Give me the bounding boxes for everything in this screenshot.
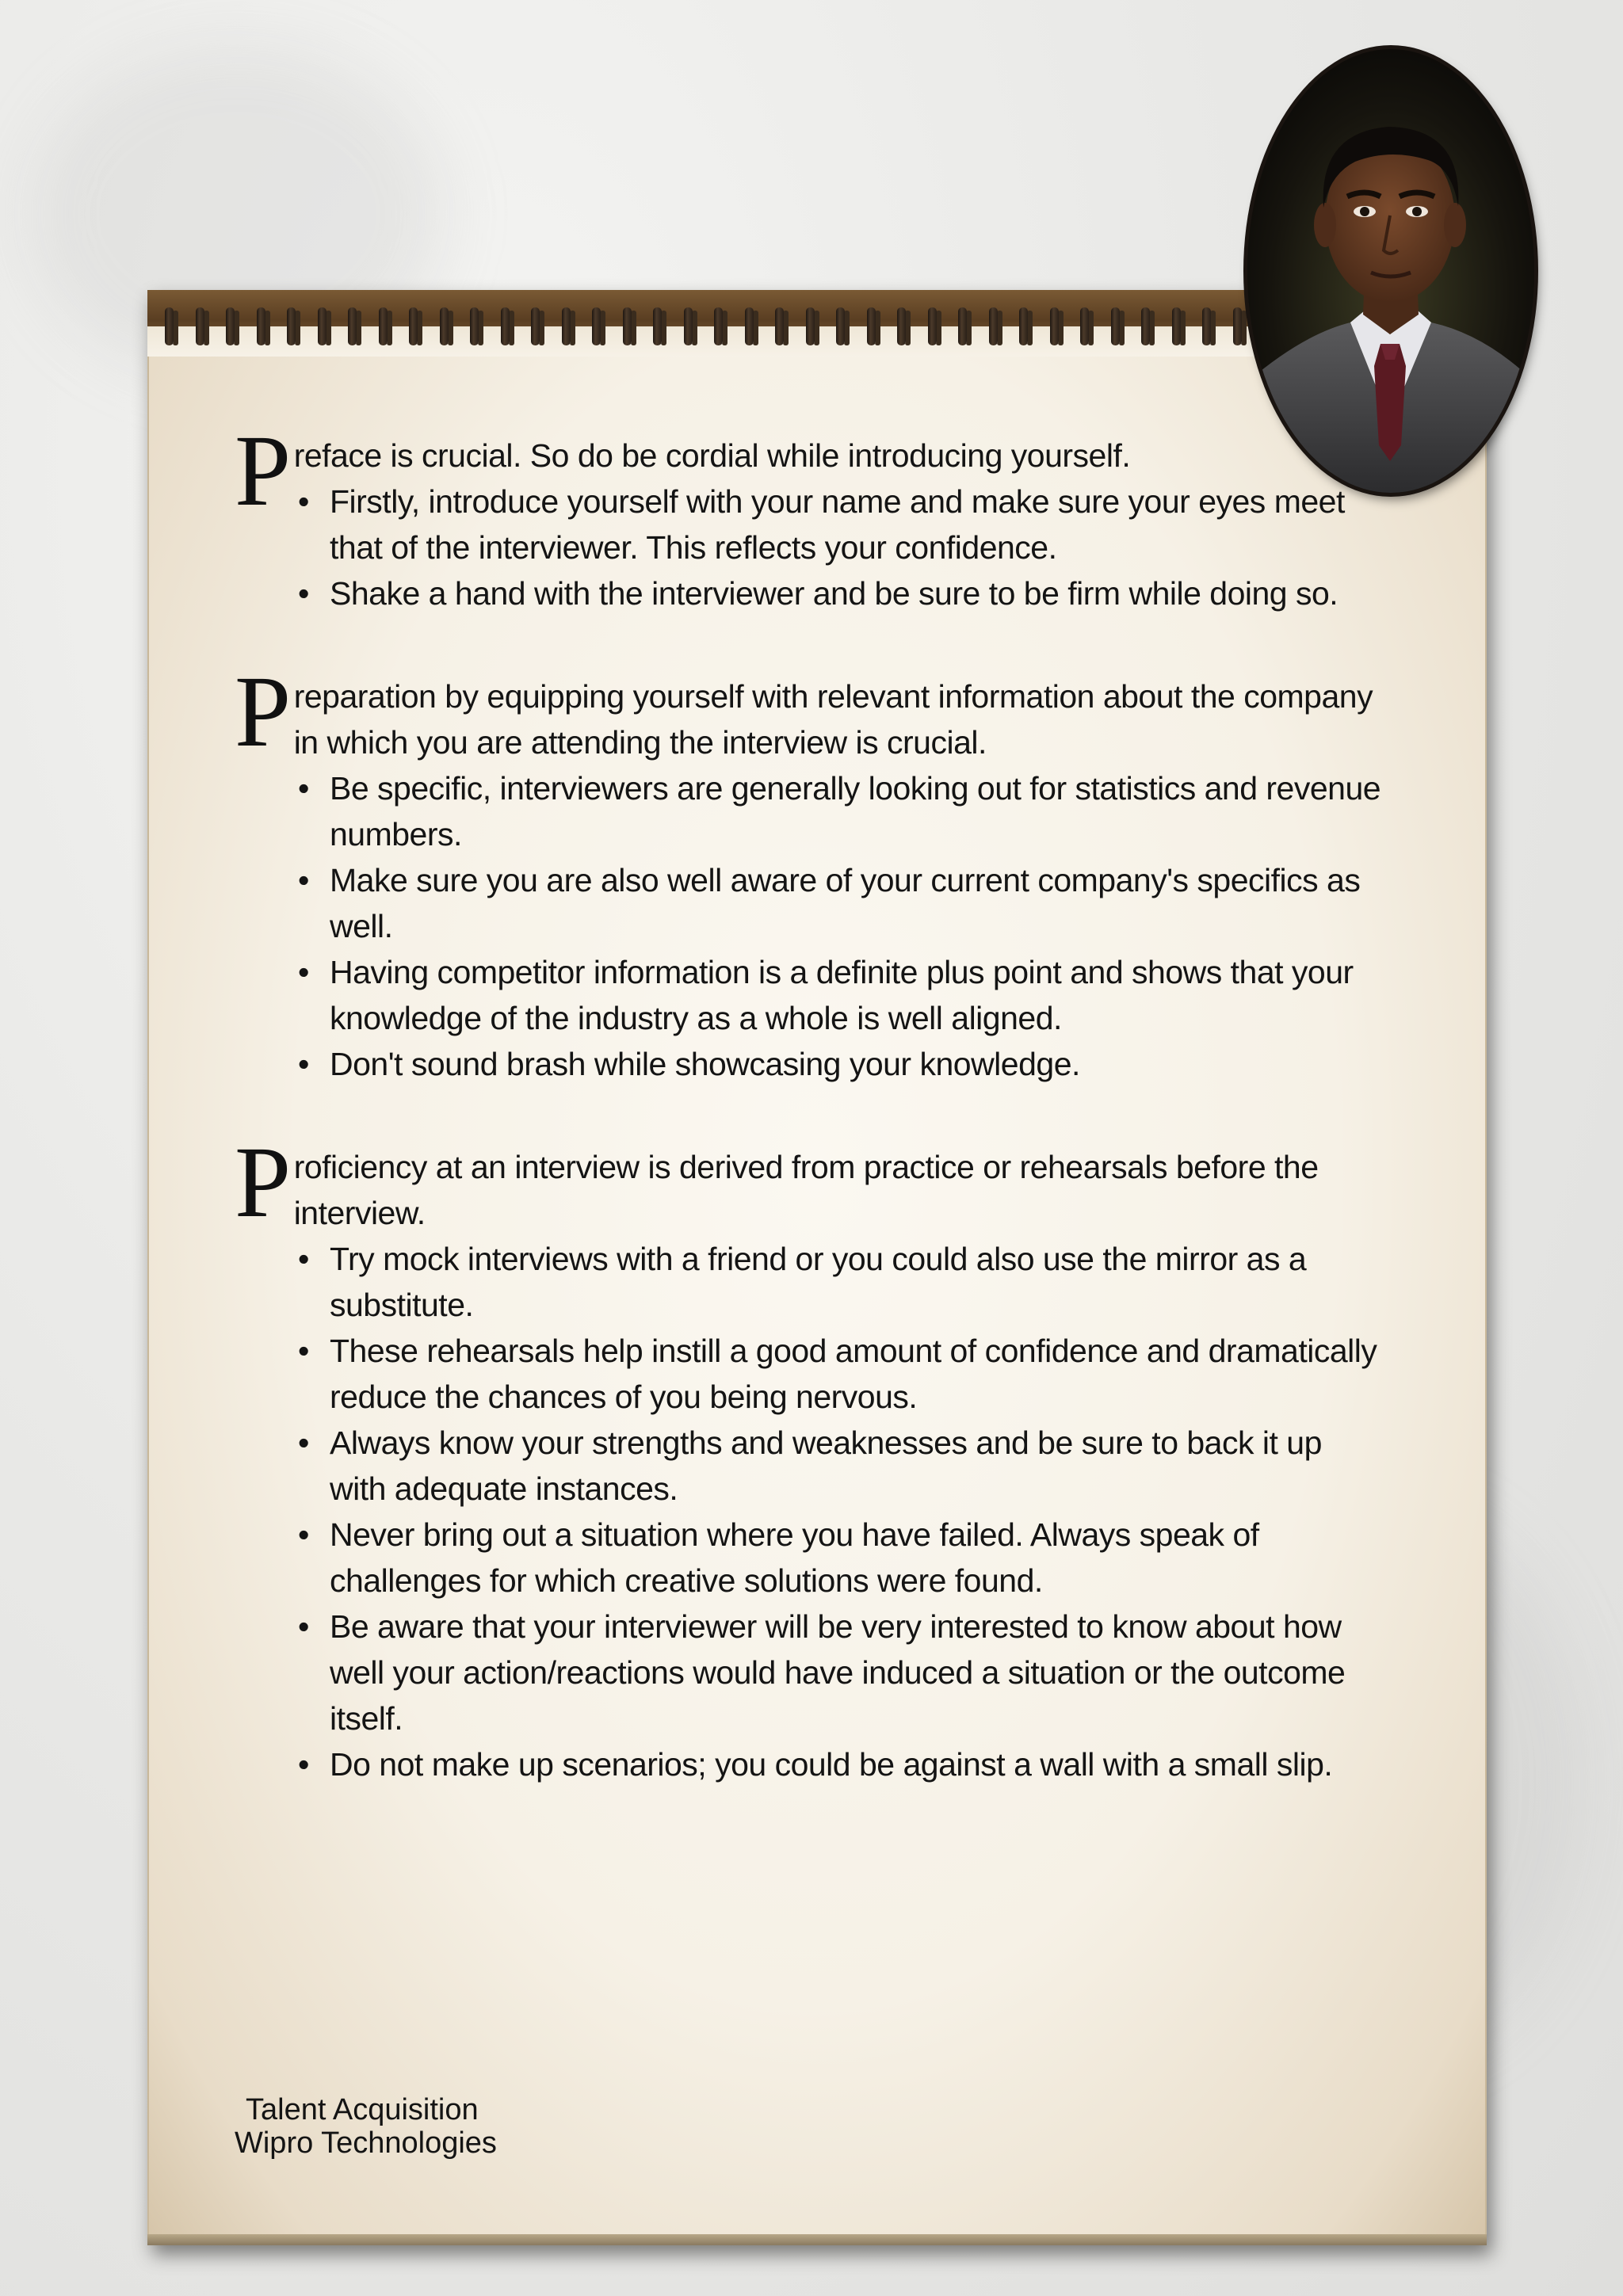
spiral-ring — [1172, 307, 1181, 345]
spiral-ring — [226, 307, 235, 345]
spiral-ring — [1202, 307, 1211, 345]
intro-text: roficiency at an interview is derived from practice or rehearsals before the interview. — [293, 1149, 1319, 1231]
list-item: • Shake a hand with the interviewer and be sure to be firm while doing so. — [330, 570, 1384, 616]
page-edge — [147, 2234, 1487, 2245]
spiral-ring — [379, 307, 388, 345]
spiral-ring — [287, 307, 296, 345]
bullet-list — [235, 765, 1384, 1087]
spiral-ring — [196, 307, 204, 345]
list-item: • Never bring out a situation where you have failed. Always speak of challenges for which creative solutions were found. — [330, 1512, 1384, 1604]
drop-cap: P — [235, 1126, 291, 1238]
section-proficiency — [235, 1126, 1384, 1787]
list-item: • Be aware that your interviewer will be very interested to know about how well your action/reactions would have induced a situation or the outcome itself. — [330, 1604, 1384, 1741]
section-intro — [235, 1126, 1384, 1238]
spiral-ring — [623, 307, 632, 345]
intro-text: reparation by equipping yourself with relevant information about the company in which you are attending the interview is crucial. — [293, 678, 1373, 761]
section-intro — [235, 655, 1384, 768]
bullet-list — [235, 1236, 1384, 1787]
spiral-ring — [440, 307, 449, 345]
spiral-ring — [470, 307, 479, 345]
drop-cap: P — [235, 655, 291, 768]
spiral-ring — [562, 307, 571, 345]
spiral-ring — [836, 307, 845, 345]
spiral-ring — [958, 307, 967, 345]
spiral-ring — [653, 307, 662, 345]
bullet-list — [235, 479, 1384, 616]
section-preparation — [235, 655, 1384, 1087]
spiral-ring — [1080, 307, 1089, 345]
spiral-ring — [318, 307, 327, 345]
spiral-ring — [257, 307, 265, 345]
list-item: • Firstly, introduce yourself with your name and make sure your eyes meet that of the interviewer. This reflects your confidence. — [330, 479, 1384, 570]
spiral-ring — [989, 307, 998, 345]
spiral-ring — [745, 307, 754, 345]
list-item: • Do not make up scenarios; you could be against a wall with a small slip. — [330, 1741, 1384, 1787]
list-item: • Try mock interviews with a friend or you could also use the mirror as a substitute. — [330, 1236, 1384, 1328]
spiral-ring — [531, 307, 540, 345]
notepad-content — [235, 414, 1384, 1844]
spiral-ring — [1050, 307, 1059, 345]
footer-company: Wipro Technologies — [235, 2126, 497, 2160]
intro-text: reface is crucial. So do be cordial while introducing yourself. — [293, 437, 1131, 474]
spiral-ring — [1019, 307, 1028, 345]
drop-cap: P — [235, 414, 291, 527]
spiral-ring — [684, 307, 693, 345]
spiral-ring — [501, 307, 510, 345]
spiral-ring — [867, 307, 876, 345]
spiral-ring — [165, 307, 174, 345]
list-item: • These rehearsals help instill a good amount of confidence and dramatically reduce the chances of you being nervous. — [330, 1328, 1384, 1420]
list-item: • Always know your strengths and weaknesses and be sure to back it up with adequate instances. — [330, 1420, 1384, 1512]
list-item: • Don't sound brash while showcasing your knowledge. — [330, 1041, 1384, 1087]
spiral-ring — [1141, 307, 1150, 345]
spiral-ring — [714, 307, 723, 345]
spiral-binding — [147, 290, 1407, 357]
notepad-page — [147, 290, 1487, 2245]
footer-credit — [235, 2093, 497, 2160]
spiral-ring — [592, 307, 601, 345]
section-preface — [235, 414, 1384, 616]
spiral-ring — [806, 307, 815, 345]
spiral-ring — [1111, 307, 1120, 345]
spiral-ring — [409, 307, 418, 345]
spiral-ring — [775, 307, 784, 345]
profile-photo — [1247, 49, 1534, 493]
spiral-ring — [1233, 307, 1242, 345]
spiral-ring — [897, 307, 906, 345]
spiral-ring — [348, 307, 357, 345]
list-item: • Having competitor information is a definite plus point and shows that your knowledge of the industry as a whole is well aligned. — [330, 949, 1384, 1041]
person-portrait-image — [1247, 49, 1534, 493]
spiral-ring — [928, 307, 937, 345]
list-item: • Make sure you are also well aware of your current company's specifics as well. — [330, 857, 1384, 949]
footer-department: Talent Acquisition — [246, 2093, 479, 2126]
list-item: • Be specific, interviewers are generally looking out for statistics and revenue numbers. — [330, 765, 1384, 857]
